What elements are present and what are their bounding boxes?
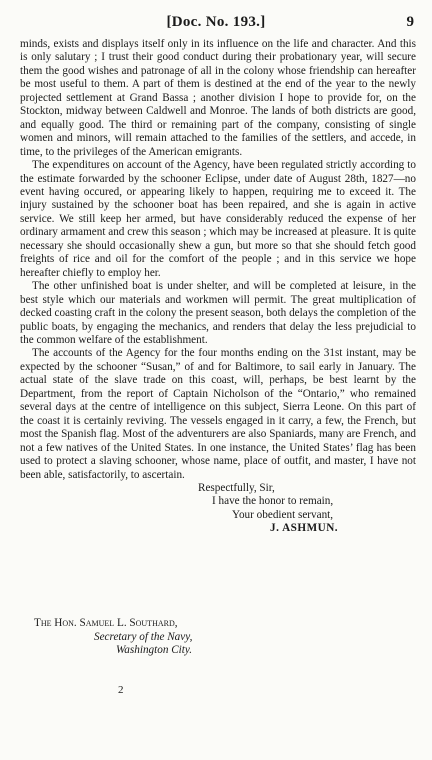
paragraph-4: The accounts of the Agency for the four months ending on the 31st instant, may be expected by the schooner “Susan,” of and for Baltimore, to sail early in January. The actual state of the slave trade on this coast, will, perhaps, be best learnt by the Department, from the report of Captain Nicholson of the “Ontario,” who remained several days at the centre of intelligence on this subject, Sierra Leone. On this part of the coast it is certainly reviving. The vessels engaged in it carry, a few, the French, but most the Spanish flag. Most of the adventurers are also Spaniards, many are French, and not a few natives of the United States. In one instance, the United States’ flag has been used to protect a slaving schooner, whose name, place of outfit, and master, I have not been able, satisfactorily, to ascertain. bbox=[20, 347, 416, 481]
closing-salutation: Respectfully, Sir, bbox=[198, 481, 275, 494]
signature-mark: 2 bbox=[118, 684, 124, 696]
closing-honor-line: I have the honor to remain, bbox=[212, 495, 334, 508]
addressee-name: The Hon. Samuel L. Southard, bbox=[34, 617, 178, 629]
page-number: 9 bbox=[406, 14, 414, 30]
letter-closing bbox=[20, 482, 416, 536]
addressee-block bbox=[20, 617, 416, 658]
paragraph-2: The expenditures on account of the Agency, have been regulated strictly according to the estimate forwarded by the schooner Eclipse, under date of August 28th, 1827—no event having occured, or appearing likely to happen, requiring me to exceed it. The injury sustained by the schooner boat has been repaired, and she is again in active service. We still keep her armed, but have considerably reduced the expense of her ordinary armament and crew this season ; which may be increased at pleasure. It is quite necessary she should occasionally shew a gun, but more so that she should fetch good freights of rice and oil for the comfort of the people ; and in this service we hope hereafter chiefly to employ her. bbox=[20, 159, 416, 279]
addressee-title: Secretary of the Navy, bbox=[94, 630, 193, 643]
paragraph-1: minds, exists and displays itself only in its influence on the life and character. And this is only salutary ; I trust their good conduct during their probationary year, will secure them the good wishes and patronage of all in the colony whose friendship can hereafter be most useful to them. A part of them is destined at the end of the year to the newly projected settlement at Grand Bassa ; another division I hope to provide for, on the Stockton, midway between Caldwell and Monroe. The lands of both districts are good, and equally good. The third or remaining part of the company, consisting of single women and minors, will remain attached to the families of the settlers, and accede, in time, to the privileges of the American emigrants. bbox=[20, 38, 416, 158]
letter-body bbox=[20, 38, 416, 536]
signature: J. ASHMUN. bbox=[270, 522, 339, 535]
closing-servant-line: Your obedient servant, bbox=[232, 508, 334, 521]
page-header bbox=[0, 14, 432, 36]
document-reference: [Doc. No. 193.] bbox=[166, 14, 266, 30]
paragraph-3: The other unfinished boat is under shelter, and will be completed at leisure, in the best style which our materials and workmen will permit. The great multiplication of decked coasting craft in the colony the present season, both delays the completion of the public boats, by engaging the mechanics, and renders that delay the less prejudicial to the common welfare of the establishment. bbox=[20, 280, 416, 346]
addressee-location: Washington City. bbox=[116, 644, 193, 657]
